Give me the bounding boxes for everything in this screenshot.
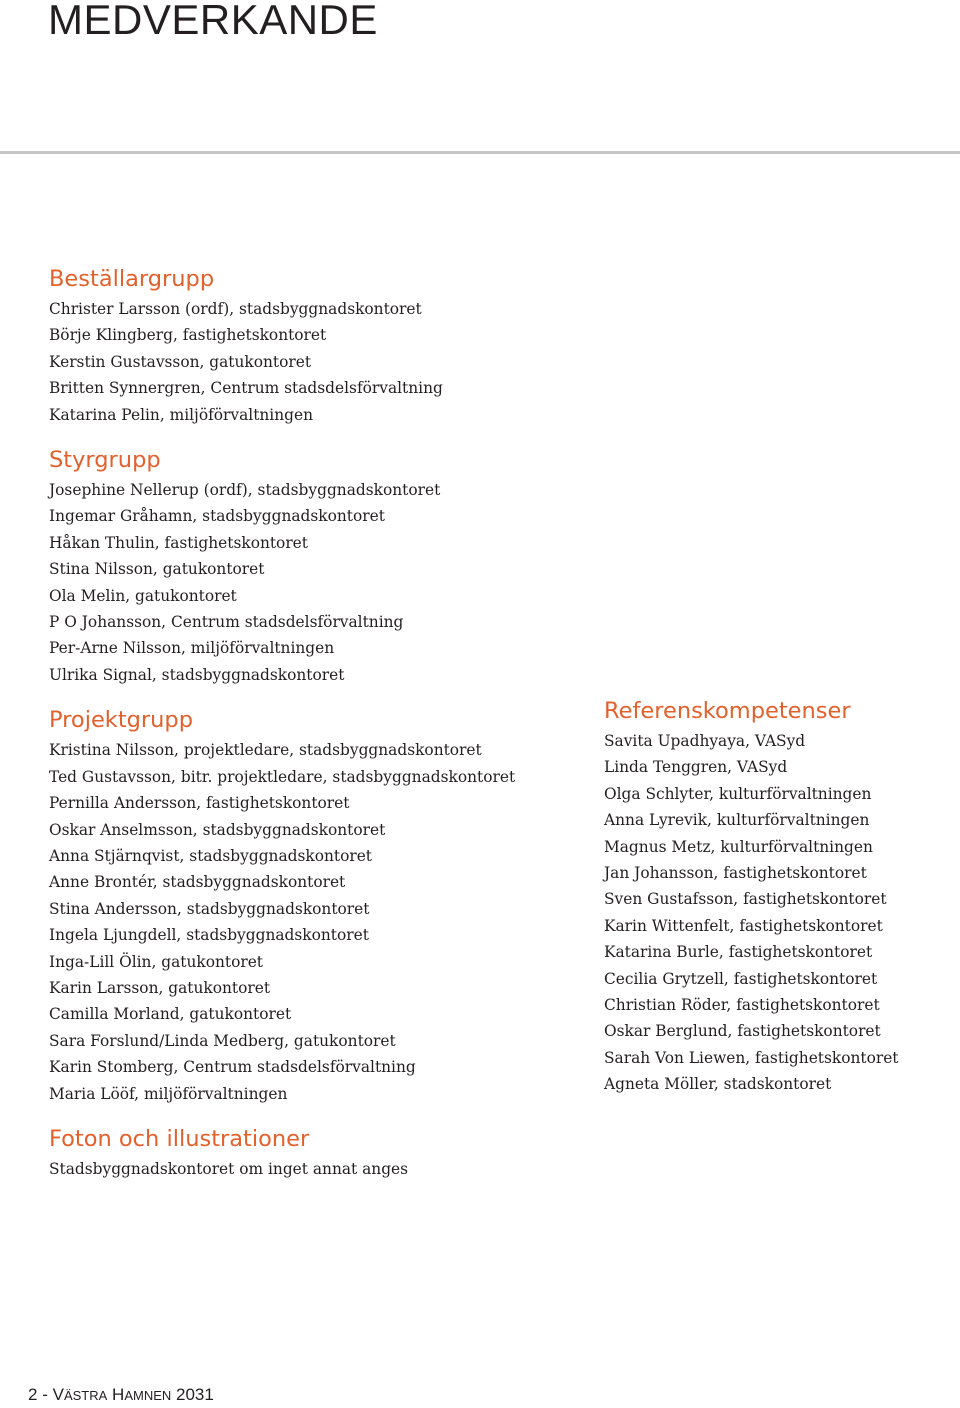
- section-heading: Foton och illustrationer: [49, 1125, 310, 1152]
- section-heading: Beställargrupp: [49, 266, 215, 292]
- section-heading: Referenskompetenser: [604, 698, 851, 724]
- publication-initial: H: [112, 1385, 125, 1404]
- member-item: Katarina Pelin, miljöförvaltningen: [49, 405, 314, 424]
- section-styrgrupp: [49, 443, 589, 688]
- member-item: Ola Melin, gatukontoret: [49, 586, 237, 605]
- member-item: Håkan Thulin, fastighetskontoret: [49, 533, 308, 552]
- section-projektgrupp: [49, 703, 589, 1107]
- member-item: Ulrika Signal, stadsbyggnadskontoret: [49, 665, 345, 684]
- section-heading: Styrgrupp: [49, 447, 161, 474]
- member-item: Stina Nilsson, gatukontoret: [49, 560, 265, 579]
- member-item: Karin Wittenfelt, fastighetskontoret: [604, 916, 883, 935]
- member-item: Anna Stjärnqvist, stadsbyggnadskontoret: [49, 846, 372, 865]
- member-item: Anna Lyrevik, kulturförvaltningen: [604, 811, 870, 830]
- member-item: Oskar Berglund, fastighetskontoret: [604, 1022, 881, 1041]
- member-item: Olga Schlyter, kulturförvaltningen: [604, 784, 872, 803]
- member-item: Maria Lööf, miljöförvaltningen: [49, 1084, 288, 1103]
- member-item: Josephine Nellerup (ordf), stadsbyggnadskontoret: [49, 481, 441, 500]
- member-item: Ingela Ljungdell, stadsbyggnadskontoret: [49, 926, 369, 945]
- section-bestallargrupp: [49, 262, 589, 428]
- member-list: [604, 728, 944, 1098]
- member-item: Kristina Nilsson, projektledare, stadsbyggnadskontoret: [49, 741, 482, 760]
- page-number: 2: [28, 1385, 38, 1404]
- member-item: Jan Johansson, fastighetskontoret: [604, 864, 867, 883]
- member-item: P O Johansson, Centrum stadsdelsförvaltning: [49, 613, 404, 632]
- member-item: Sara Forslund/Linda Medberg, gatukontoret: [49, 1031, 396, 1050]
- member-item: Britten Synnergren, Centrum stadsdelsförvaltning: [49, 379, 443, 398]
- member-item: Agneta Möller, stadskontoret: [604, 1075, 832, 1094]
- header-divider: [0, 151, 960, 154]
- member-item: Stadsbyggnadskontoret om inget annat anges: [49, 1159, 409, 1178]
- member-item: Anne Brontér, stadsbyggnadskontoret: [49, 873, 346, 892]
- member-item: Cecilia Grytzell, fastighetskontoret: [604, 969, 878, 988]
- member-item: Katarina Burle, fastighetskontoret: [604, 943, 873, 962]
- member-item: Kerstin Gustavsson, gatukontoret: [49, 352, 312, 371]
- member-item: Ted Gustavsson, bitr. projektledare, stadsbyggnadskontoret: [49, 767, 516, 786]
- member-item: Per-Arne Nilsson, miljöförvaltningen: [49, 639, 335, 658]
- publication-name: [53, 1385, 172, 1404]
- publication-initial: V: [52, 1385, 64, 1404]
- page-footer: [28, 1384, 214, 1407]
- member-list: [49, 1156, 589, 1182]
- section-heading: Projektgrupp: [49, 707, 193, 734]
- member-list: [49, 477, 589, 688]
- section-referenskompetenser: [604, 694, 944, 1098]
- member-item: Oskar Anselmsson, stadsbyggnadskontoret: [49, 820, 386, 839]
- member-item: Sarah Von Liewen, fastighetskontoret: [604, 1048, 899, 1067]
- section-foton: [49, 1122, 589, 1182]
- member-list: [49, 296, 589, 428]
- left-column: [49, 262, 589, 1182]
- member-item: Christer Larsson (ordf), stadsbyggnadskontoret: [49, 300, 422, 318]
- member-item: Christian Röder, fastighetskontoret: [604, 996, 880, 1015]
- member-item: Linda Tenggren, VASyd: [604, 758, 788, 777]
- footer-separator: -: [42, 1385, 48, 1404]
- member-item: Stina Andersson, stadsbyggnadskontoret: [49, 899, 370, 918]
- publication-year: 2031: [176, 1385, 214, 1404]
- member-item: Savita Upadhyaya, VASyd: [604, 732, 806, 750]
- member-item: Sven Gustafsson, fastighetskontoret: [604, 890, 887, 909]
- member-item: Camilla Morland, gatukontoret: [49, 1005, 292, 1024]
- member-item: Karin Larsson, gatukontoret: [49, 978, 270, 997]
- right-column: [604, 694, 944, 1098]
- member-list: [49, 737, 589, 1107]
- member-item: Pernilla Andersson, fastighetskontoret: [49, 794, 350, 813]
- publication-word: ÄSTRA: [63, 1388, 108, 1403]
- member-item: Karin Stomberg, Centrum stadsdelsförvaltning: [49, 1058, 416, 1077]
- publication-word: AMNEN: [124, 1388, 172, 1403]
- member-item: Ingemar Gråhamn, stadsbyggnadskontoret: [49, 507, 385, 526]
- member-item: Börje Klingberg, fastighetskontoret: [49, 326, 327, 345]
- member-item: Magnus Metz, kulturförvaltningen: [604, 837, 873, 856]
- page-title: MEDVERKANDE: [48, 0, 378, 43]
- member-item: Inga-Lill Ölin, gatukontoret: [49, 952, 263, 971]
